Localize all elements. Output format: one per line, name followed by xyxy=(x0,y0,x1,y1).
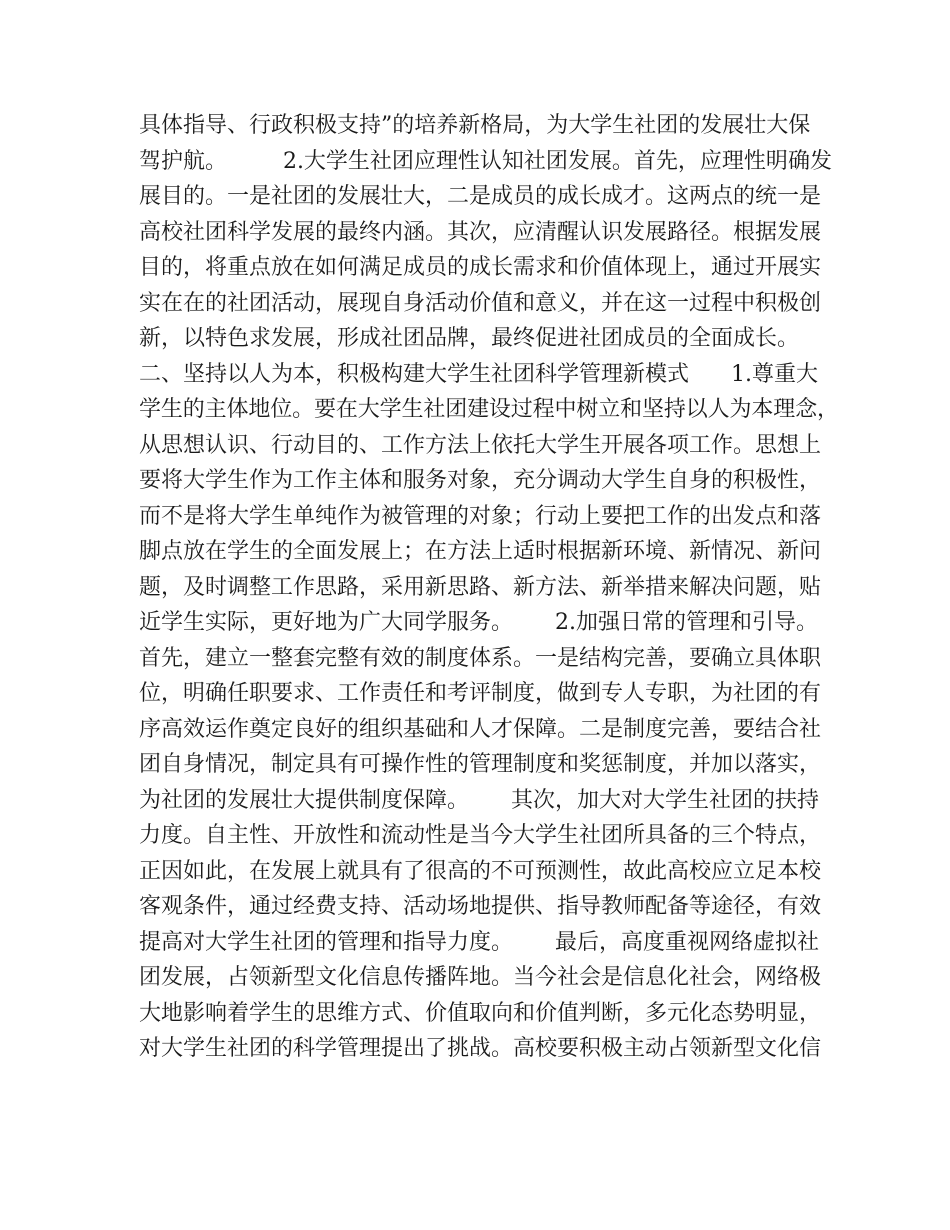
text-line: 新，以特色求发展，形成社团品牌，最终促进社团成员的全面成长。 xyxy=(139,326,800,351)
body-text xyxy=(139,108,839,1067)
text-line: 高校社团科学发展的最终内涵。其次，应清醒认识发展路径。根据发展 xyxy=(139,219,822,245)
text-line: 提高对大学生社团的管理和指导力度。 最后，高度重视网络虚拟社 xyxy=(139,929,819,955)
text-line: 位，明确任职要求、工作责任和考评制度，做到专人专职，为社团的有 xyxy=(139,681,822,706)
text-line: 正因如此，在发展上就具有了很高的不可预测性，故此高校应立足本校 xyxy=(139,858,822,884)
text-line: 展目的。一是社团的发展壮大，二是成员的成长成才。这两点的统一是 xyxy=(139,184,822,209)
text-line: 团自身情况，制定具有可操作性的管理制度和奖惩制度，并加以落实， xyxy=(139,752,822,777)
text-line: 题，及时调整工作思路，采用新思路、新方法、新举措来解决问题，贴 xyxy=(139,574,822,600)
text-line: 而不是将大学生单纯作为被管理的对象；行动上要把工作的出发点和落 xyxy=(139,503,822,529)
text-line: 力度。自主性、开放性和流动性是当今大学生社团所具备的三个特点， xyxy=(139,823,822,848)
text-line: 从思想认识、行动目的、工作方法上依托大学生开展各项工作。思想上 xyxy=(139,432,822,458)
text-line: 要将大学生作为工作主体和服务对象，充分调动大学生自身的积极性， xyxy=(139,468,822,493)
text-line: 为社团的发展壮大提供制度保障。 其次，加大对大学生社团的扶持 xyxy=(139,787,819,813)
text-line: 驾护航。 2.大学生社团应理性认知社团发展。首先，应理性明确发 xyxy=(139,148,832,174)
text-line: 目的，将重点放在如何满足成员的成长需求和价值体现上，通过开展实 xyxy=(139,255,822,280)
text-line: 大地影响着学生的思维方式、价值取向和价值判断，多元化态势明显， xyxy=(139,1000,822,1026)
text-line: 实在在的社团活动，展现自身活动价值和意义，并在这一过程中积极创 xyxy=(139,290,822,316)
text-line: 首先，建立一整套完整有效的制度体系。一是结构完善，要确立具体职 xyxy=(139,645,822,671)
text-line: 客观条件，通过经费支持、活动场地提供、指导教师配备等途径，有效 xyxy=(139,894,822,919)
text-line: 团发展，占领新型文化信息传播阵地。当今社会是信息化社会，网络极 xyxy=(139,965,822,990)
text-line: 对大学生社团的科学管理提出了挑战。高校要积极主动占领新型文化信 xyxy=(139,1036,822,1061)
text-line: 二、坚持以人为本，积极构建大学生社团科学管理新模式 1.尊重大 xyxy=(139,361,818,387)
text-line: 近学生实际，更好地为广大同学服务。 2.加强日常的管理和引导。 xyxy=(139,610,818,635)
text-line: 序高效运作奠定良好的组织基础和人才保障。二是制度完善，要结合社 xyxy=(139,716,822,742)
text-line: 具体指导、行政积极支持”的培养新格局，为大学生社团的发展壮大保 xyxy=(139,113,811,138)
text-line: 脚点放在学生的全面发展上；在方法上适时根据新环境、新情况、新问 xyxy=(139,539,822,564)
text-line: 学生的主体地位。要在大学生社团建设过程中树立和坚持以人为本理念， xyxy=(139,397,839,422)
